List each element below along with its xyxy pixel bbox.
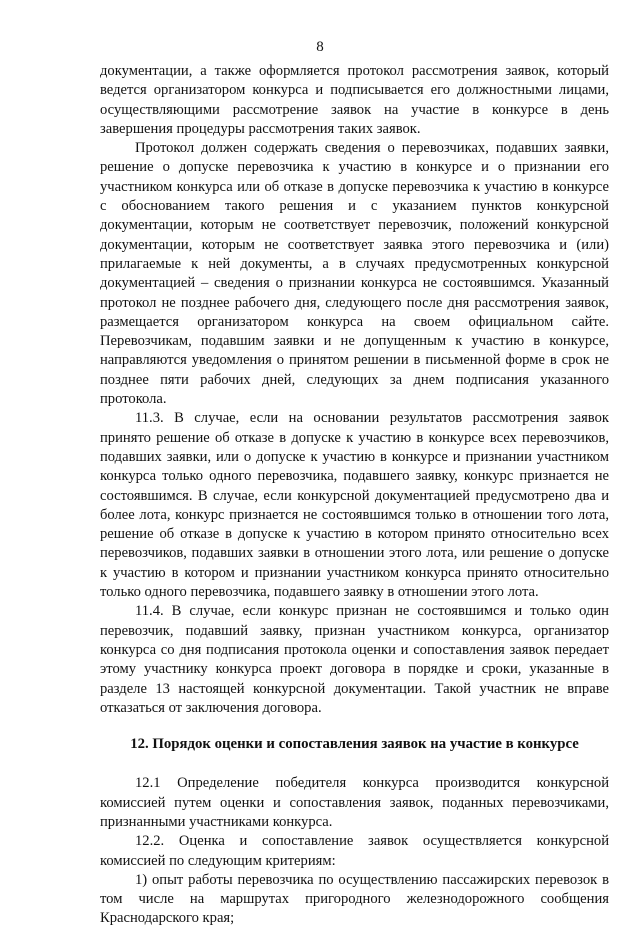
paragraph-11-3: 11.3. В случае, если на основании результатов рассмотрения заявок принято решение об отказе в допуске к участию в конкурсе всех перевозчиков, подавших заявки, или о допуске к участию в конкурсе и признании участником конкурса только одного перевозчика, подавшего заявку, конкурс признается не состоявшимся. В случае, если конкурсной документацией предусмотрено два и более лота, конкурс признается не состоявшимся только в отношении того лота, решение об отказе в допуске к участию в котором принято относительно всех перевозчиков, подавших заявки в отношении этого лота, или решение о допуске к участию в котором и признании участником конкурса принято относительно только одного перевозчика, подавшего заявку в отношении этого лота. [100, 410, 609, 601]
list-item-criterion-1: 1) опыт работы перевозчика по осуществлению пассажирских перевозок в том числе на маршрутах пригородного железнодорожного сообщения Краснодарского края; [100, 871, 609, 927]
paragraph-11-4: 11.4. В случае, если конкурс признан не состоявшимся и только один перевозчик, подавший заявку, признан участником конкурса, организатор конкурса со дня подписания протокола оценки и сопоставления заявок передает этому участнику конкурса проект договора в порядке и сроки, указанные в разделе 13 настоящей конкурсной документации. Такой участник не вправе отказаться от заключения договора. [100, 603, 609, 716]
paragraph-12-2: 12.2. Оценка и сопоставление заявок осуществляется конкурсной комиссией по следующим критериям: [100, 833, 609, 869]
paragraph-12-1: 12.1 Определение победителя конкурса производится конкурсной комиссией путем оценки и сопоставления заявок, поданных перевозчиками, признанными участниками конкурса. [100, 775, 609, 830]
paragraph-protocol-contents: Протокол должен содержать сведения о перевозчиках, подавших заявки, решение о допуске перевозчика к участию в конкурсе и о признании его участником конкурса или об отказе в допуске перевозчика к участию в конкурсе с обоснованием такого решения и с указанием пунктов конкурсной документации, которым не соответствует перевозчик, положений конкурсной документации, которым не соответствует заявка этого перевозчика и (или) прилагаемые к ней документы, а в случаях предусмотренных конкурсной документацией – сведения о признании конкурса не состоявшимся. Указанный протокол не позднее рабочего дня, следующего после дня рассмотрения заявок, размещается организатором конкурса на своем официальном сайте. Перевозчикам, подавшим заявки и не допущенным к участию в конкурсе, направляются уведомления о принятом решении в письменной форме в срок не позднее пяти рабочих дней, следующих за днем подписания указанного протокола. [100, 140, 609, 408]
page-number: 8 [316, 39, 324, 55]
document-body [100, 62, 609, 929]
section-heading: 12. Порядок оценки и сопоставления заявок на участие в конкурсе [130, 736, 579, 753]
paragraph-continuation: документации, а также оформляется протокол рассмотрения заявок, который ведется организатором конкурса и подписывается его должностными лицами, осуществляющими рассмотрение заявок на участие в конкурсе в день завершения процедуры рассмотрения таких заявок. [100, 63, 609, 137]
